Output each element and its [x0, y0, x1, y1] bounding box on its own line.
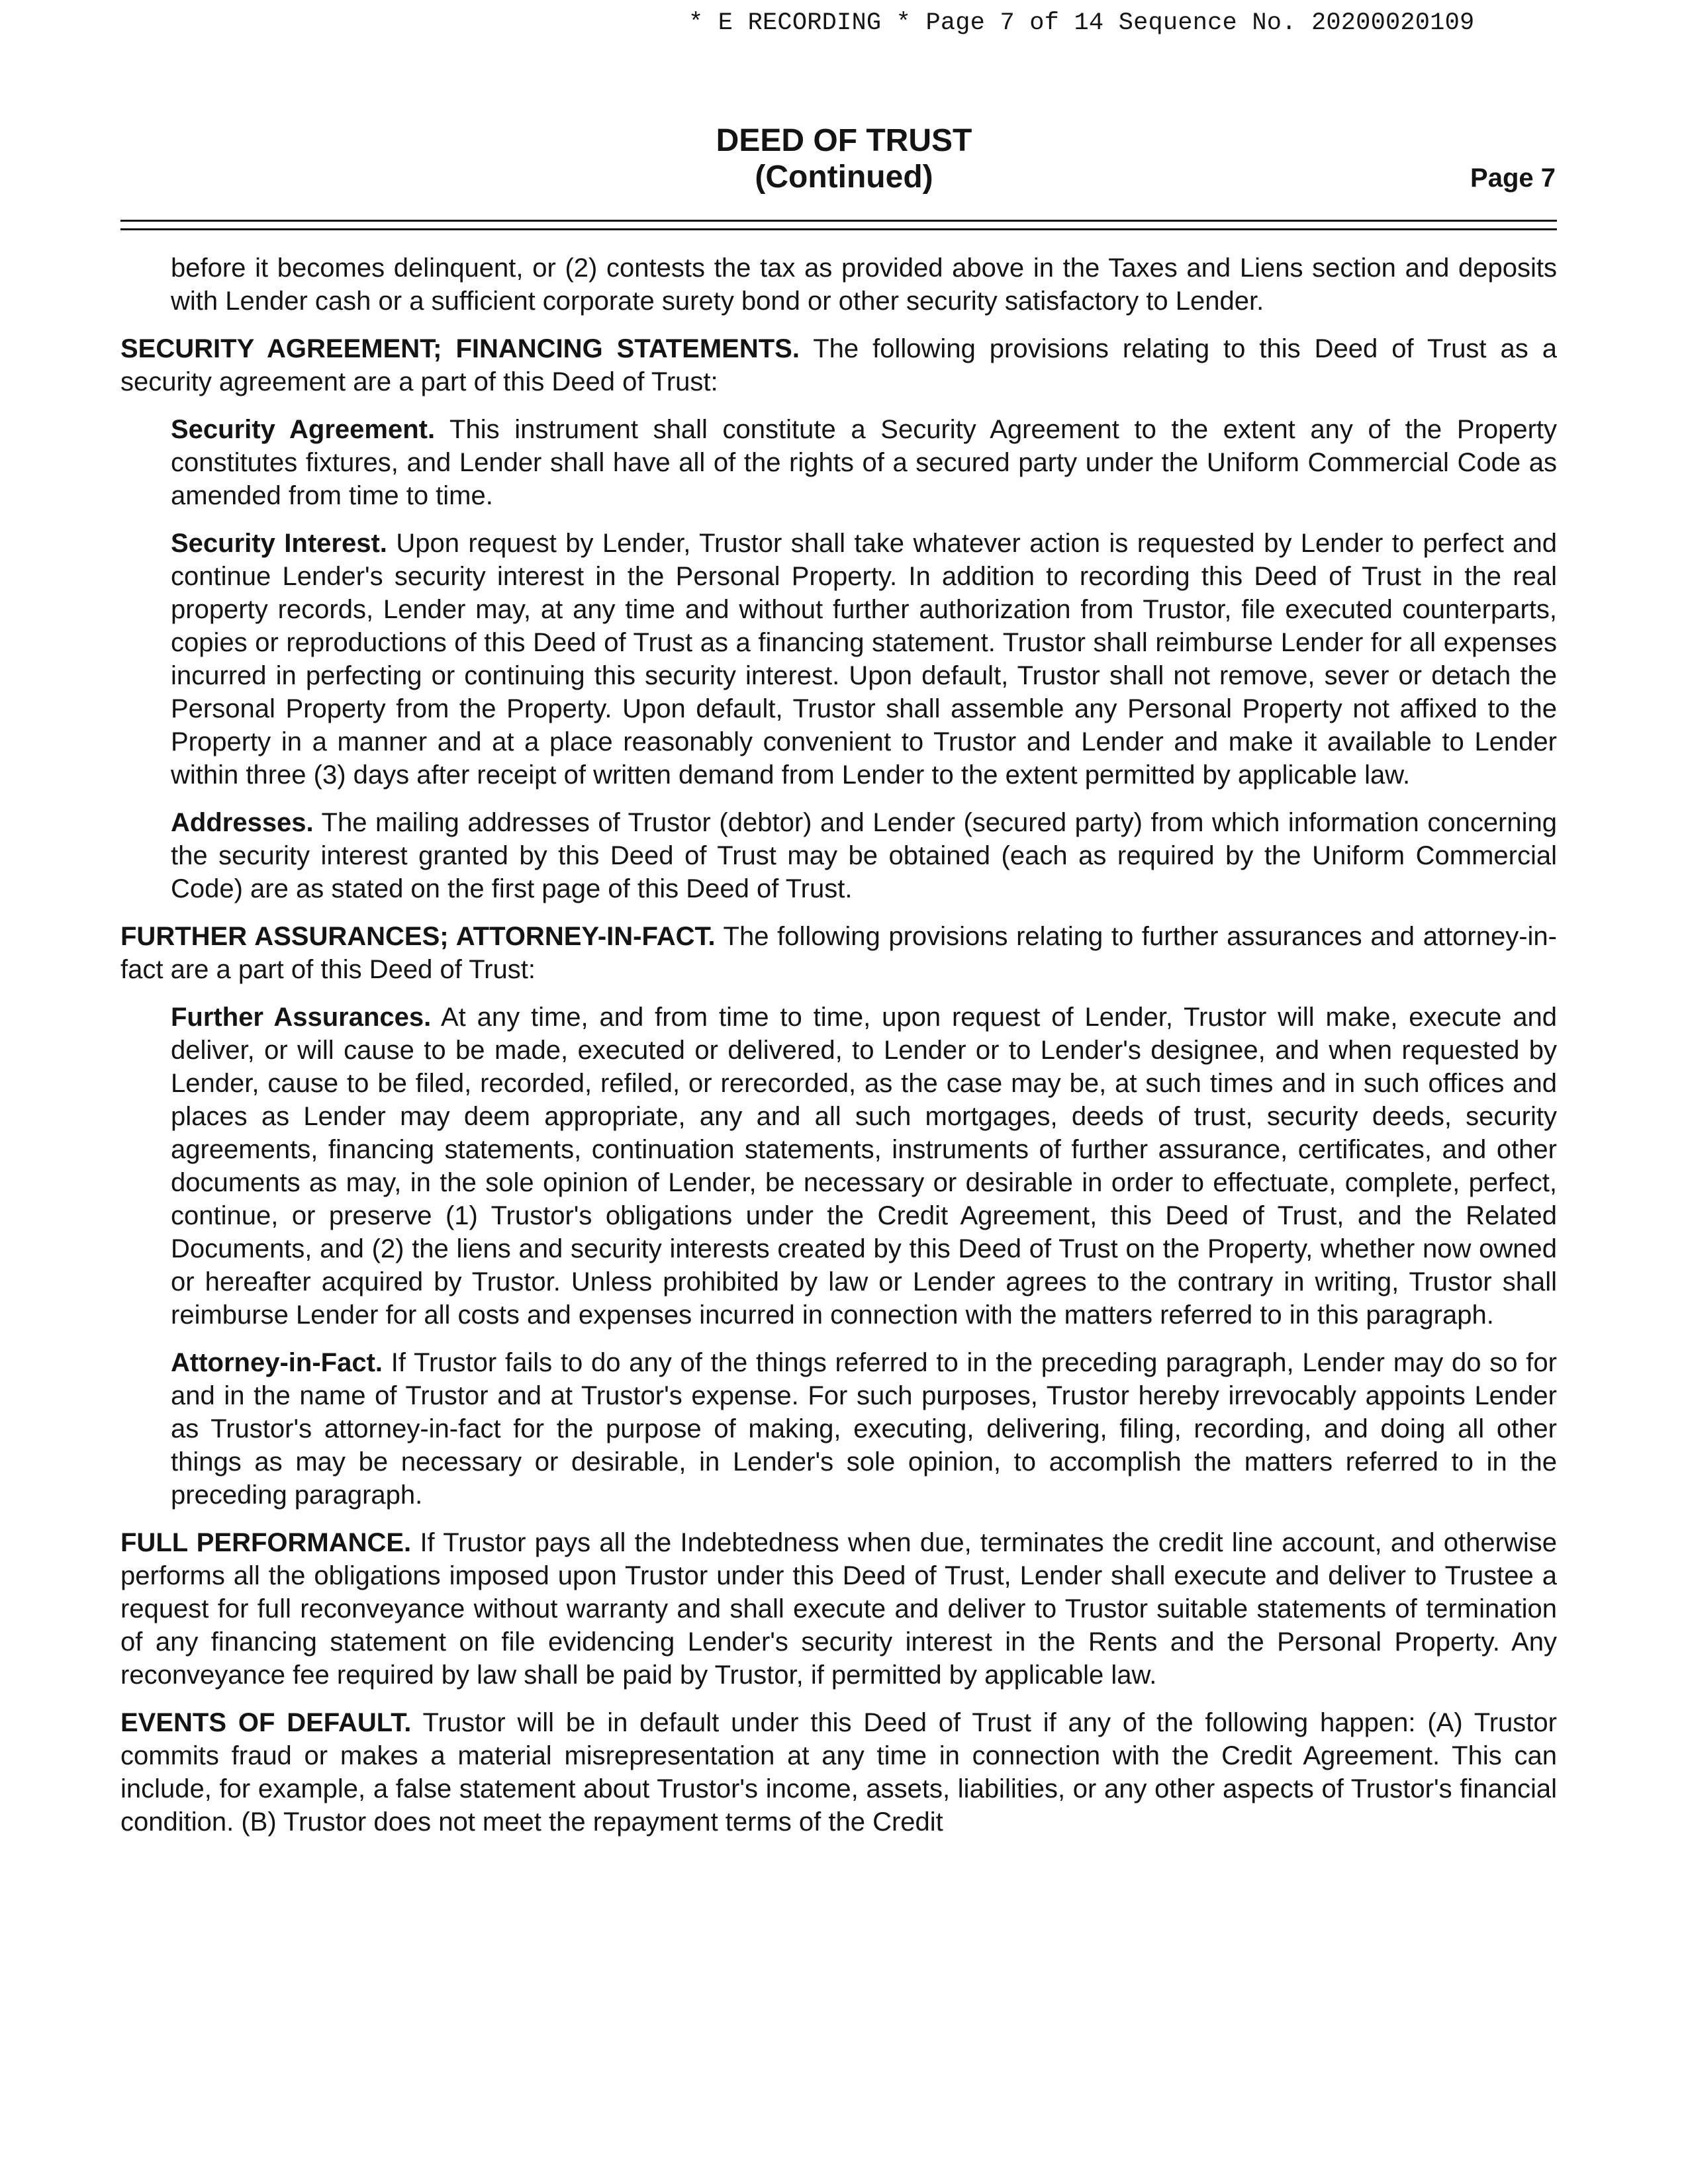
section-text: Trustor will be in default under this Deed of Trust if any of the following happen: (A) Trustor commits fraud or makes a material misrepresentation at any time in connection with the Credit Agreement. This can include, for example, a false statement about Trustor's income, assets, liabilities, or any other aspects of Trustor's financial condition. (B) Trustor does not meet the repayment terms of the Credit — [120, 1708, 1557, 1837]
section-heading: EVENTS OF DEFAULT. — [120, 1708, 412, 1737]
subsection-text: This instrument shall constitute a Security Agreement to the extent any of the Property constitutes fixtures, and Lender shall have all of the rights of a secured party under the Uniform Commercial Code as amended from time to time. — [171, 415, 1557, 510]
document-body — [120, 251, 1557, 1853]
subsection-heading: Addresses. — [171, 808, 314, 837]
page-number: Page 7 — [1470, 163, 1556, 193]
subsection-heading: Further Assurances. — [171, 1003, 432, 1032]
subsection-heading: Attorney-in-Fact. — [171, 1348, 383, 1377]
header-rule-bottom — [120, 228, 1557, 230]
section-heading: SECURITY AGREEMENT; FINANCING STATEMENTS. — [120, 334, 800, 363]
further-assurances-section — [120, 920, 1557, 986]
security-agreement-paragraph — [171, 413, 1557, 512]
section-text: If Trustor pays all the Indebtedness when due, terminates the credit line account, and otherwise performs all the obligations imposed upon Trustor under this Deed of Trust, Lender shall execute and deliver to Trustee a request for full reconveyance without warranty and shall execute and deliver to Trustor suitable statements of termination of any financing statement on file evidencing Lender's security interest in the Rents and the Personal Property. Any reconveyance fee required by law shall be paid by Trustor, if permitted by applicable law. — [120, 1528, 1558, 1690]
document-subtitle: (Continued) — [755, 159, 933, 195]
security-interest-paragraph — [171, 527, 1557, 792]
document-title: DEED OF TRUST — [716, 123, 972, 158]
subsection-text: The mailing addresses of Trustor (debtor) and Lender (secured party) from which information concerning the security interest granted by this Deed of Trust may be obtained (each as required by the Uniform Commercial Code) are as stated on the first page of this Deed of Trust. — [171, 808, 1558, 903]
section-text: The following provisions relating to further assurances and attorney-in-fact are a part of this Deed of Trust: — [120, 922, 1557, 984]
document-title-block — [0, 122, 1688, 195]
recording-stamp: * E RECORDING * Page 7 of 14 Sequence No. 20200020109 — [688, 9, 1475, 37]
subsection-heading: Security Agreement. — [171, 415, 436, 444]
further-assurances-paragraph — [171, 1001, 1557, 1332]
security-agreement-section — [120, 332, 1557, 398]
subsection-heading: Security Interest. — [171, 529, 387, 558]
header-rule-top — [120, 220, 1557, 222]
section-text: The following provisions relating to this Deed of Trust as a security agreement are a part of this Deed of Trust: — [120, 334, 1558, 396]
subsection-text: Upon request by Lender, Trustor shall take whatever action is requested by Lender to perfect and continue Lender's security interest in the Personal Property. In addition to recording this Deed of Trust in the real property records, Lender may, at any time and without further authorization from Trustor, file executed counterparts, copies or reproductions of this Deed of Trust as a financing statement. Trustor shall reimburse Lender for all expenses incurred in perfecting or continuing this security interest. Upon default, Trustor shall not remove, sever or detach the Personal Property from the Property. Upon default, Trustor shall assemble any Personal Property not affixed to the Property in a manner and at a place reasonably convenient to Trustor and Lender and make it available to Lender within three (3) days after receipt of written demand from Lender to the extent permitted by applicable law. — [171, 529, 1557, 790]
attorney-in-fact-paragraph — [171, 1346, 1557, 1512]
subsection-text: At any time, and from time to time, upon request of Lender, Trustor will make, execute and deliver, or will cause to be made, executed or delivered, to Lender or to Lender's designee, and when requested by Lender, cause to be filed, recorded, refiled, or rerecorded, as the case may be, at such times and in such offices and places as Lender may deem appropriate, any and all such mortgages, deeds of trust, security deeds, security agreements, financing statements, continuation statements, instruments of further assurance, certificates, and other documents as may, in the sole opinion of Lender, be necessary or desirable in order to effectuate, complete, perfect, continue, or preserve (1) Trustor's obligations under the Credit Agreement, this Deed of Trust, and the Related Documents, and (2) the liens and security interests created by this Deed of Trust on the Property, whether now owned or hereafter acquired by Trustor. Unless prohibited by law or Lender agrees to the contrary in writing, Trustor shall reimburse Lender for all costs and expenses incurred in connection with the matters referred to in this paragraph. — [171, 1003, 1558, 1330]
section-heading: FULL PERFORMANCE. — [120, 1528, 412, 1557]
section-heading: FURTHER ASSURANCES; ATTORNEY-IN-FACT. — [120, 922, 716, 951]
addresses-paragraph — [171, 806, 1557, 905]
events-of-default-section — [120, 1706, 1557, 1839]
continued-paragraph: before it becomes delinquent, or (2) contests the tax as provided above in the Taxes and Liens section and deposits with Lender cash or a sufficient corporate surety bond or other security satisfactory to Lender. — [171, 253, 1557, 316]
full-performance-section — [120, 1526, 1557, 1692]
subsection-text: If Trustor fails to do any of the things referred to in the preceding paragraph, Lender may do so for and in the name of Trustor and at Trustor's expense. For such purposes, Trustor hereby irrevocably appoints Lender as Trustor's attorney-in-fact for the purpose of making, executing, delivering, filing, recording, and doing all other things as may be necessary or desirable, in Lender's sole opinion, to accomplish the matters referred to in the preceding paragraph. — [171, 1348, 1557, 1510]
